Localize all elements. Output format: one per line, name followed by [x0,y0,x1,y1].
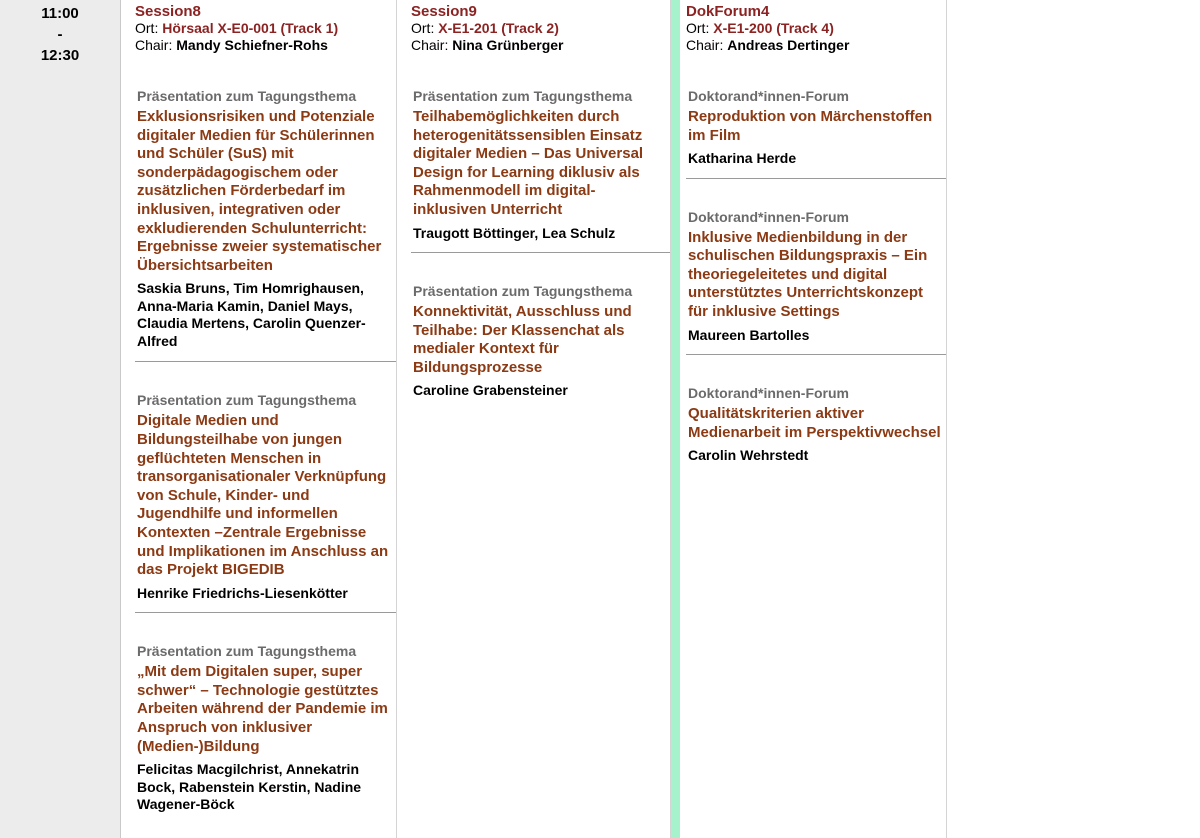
talk-item [686,384,946,465]
session-header [680,0,946,54]
talk-authors: Felicitas Macgilchrist, Annekatrin Bock, Rabenstein Kerstin, Nadine Wagener-Böck [137,761,362,813]
session-header [397,0,670,54]
chair-label: Chair: [411,37,449,53]
session-chair: Mandy Schiefner-Rohs [176,37,328,53]
time-end: 12:30 [40,47,80,64]
talk-divider [135,612,396,613]
talk-authors: Katharina Herde [688,150,797,167]
location-label: Ort: [411,20,435,36]
chair-label: Chair: [686,37,724,53]
time-slot [0,0,121,838]
talk-title[interactable]: Inklusive Medienbildung in der schulischen Bildungspraxis – Ein theoriegeleitetes und digital unterstütztes Unterrichtskonzept für inklusive Settings [688,228,928,321]
talk-divider [411,252,670,253]
session-title[interactable]: Session8 [135,3,201,20]
session-column-s9 [397,0,671,838]
session-title[interactable]: Session9 [411,3,477,20]
session-chair: Andreas Dertinger [727,37,850,53]
talk-type: Präsentation zum Tagungsthema [413,88,633,104]
talk-title[interactable]: „Mit dem Digitalen super, super schwer“ – Technologie gestütztes Arbeiten während der Pandemie im Anspruch von inklusiver (Medien-)Bildung [137,663,388,755]
session-location-line [135,20,386,37]
talk-divider [135,361,396,362]
talk-divider [686,178,946,179]
talk-item [411,87,670,242]
talk-title[interactable]: Digitale Medien und Bildungsteilhabe von jungen geflüchteten Menschen in transorganisationaler Verknüpfung von Schule, Kinder- und Jugendhilfe und informellen Kontexten –Zentrale Ergebnisse und Implikationen im Anschluss an das Projekt BIGEDIB [137,412,389,579]
session-location-line [686,20,936,37]
talk-type: Doktorand*innen-Forum [688,88,849,104]
talk-title[interactable]: Exklusionsrisiken und Potenziale digitaler Medien für Schülerinnen und Schüler (SuS) mit sonderpädagogischem oder zusätzlichen Förderbedarf im inklusiven, integrativen oder exkludierenden Schulunterricht: Ergebnisse zweier systematischer Übersichtsarbeiten [137,108,382,274]
talk-title[interactable]: Reproduktion von Märchenstoffen im Film [688,108,933,144]
session-location-line [411,20,660,37]
session-header [121,0,396,54]
session-chair: Nina Grünberger [452,37,564,53]
location-label: Ort: [135,20,159,36]
session-column-s8 [121,0,397,838]
talk-type: Präsentation zum Tagungsthema [137,88,357,104]
session-chair-line [686,37,936,54]
session-location[interactable]: Hörsaal X-E0-001 (Track 1) [162,20,339,36]
session-title[interactable]: DokForum4 [686,3,770,20]
empty-track-column [947,0,1200,838]
talk-authors: Traugott Böttinger, Lea Schulz [413,224,616,241]
talk-title[interactable]: Konnektivität, Ausschluss und Teilhabe: Der Klassenchat als medialer Kontext für Bildungsprozesse [413,303,632,376]
talk-type: Präsentation zum Tagungsthema [137,392,357,409]
session-column-dokforum [671,0,947,838]
talk-title[interactable]: Teilhabemöglichkeiten durch heterogenitätssensiblen Einsatz digitaler Medien – Das Universal Design for Learning diklusiv als Rahmenmodell im digital-inklusiven Unterricht [413,108,644,218]
time-start: 11:00 [41,5,79,22]
talk-type: Doktorand*innen-Forum [688,385,849,402]
talk-item [686,87,946,168]
talk-item [135,391,396,602]
talk-title[interactable]: Qualitätskriterien aktiver Medienarbeit im Perspektivwechsel [688,405,941,441]
talk-authors: Henrike Friedrichs-Liesenkötter [137,584,348,601]
talk-item [411,282,670,400]
location-label: Ort: [686,20,710,36]
talk-authors: Carolin Wehrstedt [688,447,809,464]
time-dash: - [57,26,63,43]
talk-type: Präsentation zum Tagungsthema [137,643,357,660]
talk-item [686,208,946,344]
talk-item [135,87,396,350]
session-chair-line [411,37,660,54]
talk-divider [686,354,946,355]
talk-type: Doktorand*innen-Forum [688,208,849,225]
session-location[interactable]: X-E1-201 (Track 2) [438,20,559,36]
session-location[interactable]: X-E1-200 (Track 4) [713,20,834,36]
chair-label: Chair: [135,37,173,53]
session-chair-line [135,37,386,54]
talk-type: Präsentation zum Tagungsthema [413,283,633,300]
talk-authors: Maureen Bartolles [688,326,810,343]
talk-authors: Caroline Grabensteiner [413,382,568,399]
talk-authors: Saskia Bruns, Tim Homrighausen, Anna-Maria Kamin, Daniel Mays, Claudia Mertens, Carolin Quenzer-Alfred [137,280,366,349]
talk-item [135,642,396,813]
